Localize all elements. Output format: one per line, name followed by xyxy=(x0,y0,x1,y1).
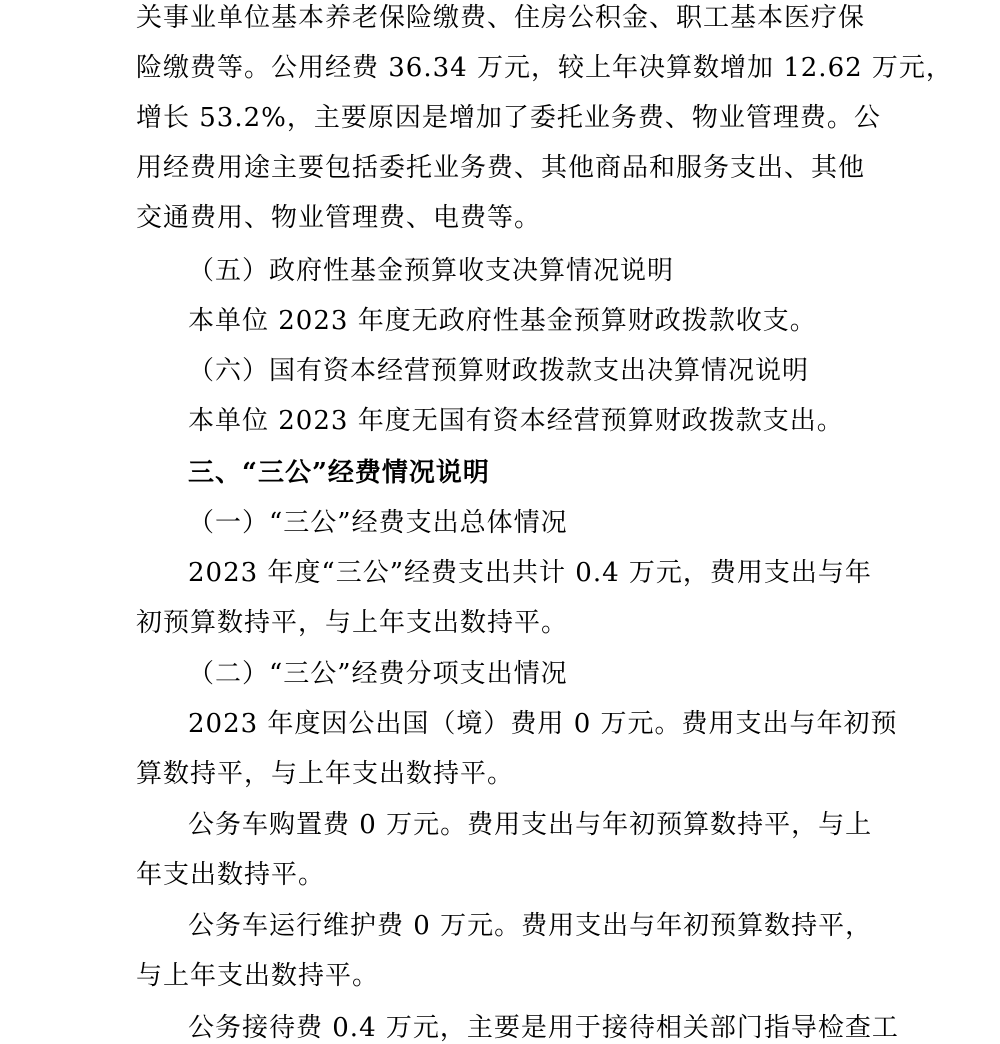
section-heading-one: （一）“三公”经费支出总体情况 xyxy=(188,508,568,538)
paragraph-line: 险缴费等。公用经费 36.34 万元，较上年决算数增加 12.62 万元， xyxy=(136,53,953,83)
section-heading-six: （六）国有资本经营预算财政拨款支出决算情况说明 xyxy=(188,356,810,386)
section-heading-two: （二）“三公”经费分项支出情况 xyxy=(188,659,568,689)
paragraph-line: 年支出数持平。 xyxy=(136,860,326,890)
paragraph-line: 增长 53.2%，主要原因是增加了委托业务费、物业管理费。公 xyxy=(136,103,881,133)
paragraph-line: 初预算数持平，与上年支出数持平。 xyxy=(136,608,569,638)
chapter-heading-three: 三、“三公”经费情况说明 xyxy=(188,458,490,488)
paragraph-line: 公务车购置费 0 万元。费用支出与年初预算数持平，与上 xyxy=(188,810,873,840)
paragraph-line: 用经费用途主要包括委托业务费、其他商品和服务支出、其他 xyxy=(136,153,866,183)
paragraph-line: 公务车运行维护费 0 万元。费用支出与年初预算数持平， xyxy=(188,911,873,941)
paragraph-line: 交通费用、物业管理费、电费等。 xyxy=(136,203,542,233)
paragraph-line: 本单位 2023 年度无政府性基金预算财政拨款收支。 xyxy=(188,306,817,336)
paragraph-line: 公务接待费 0.4 万元，主要是用于接待相关部门指导检查工 xyxy=(188,1013,899,1043)
paragraph-line: 本单位 2023 年度无国有资本经营预算财政拨款支出。 xyxy=(188,406,844,436)
paragraph-line: 与上年支出数持平。 xyxy=(136,961,380,991)
paragraph-line: 关事业单位基本养老保险缴费、住房公积金、职工基本医疗保 xyxy=(136,3,866,33)
paragraph-line: 算数持平，与上年支出数持平。 xyxy=(136,759,515,789)
paragraph-line: 2023 年度因公出国（境）费用 0 万元。费用支出与年初预 xyxy=(188,709,898,739)
section-heading-five: （五）政府性基金预算收支决算情况说明 xyxy=(188,256,675,286)
paragraph-line: 2023 年度“三公”经费支出共计 0.4 万元，费用支出与年 xyxy=(188,558,872,588)
